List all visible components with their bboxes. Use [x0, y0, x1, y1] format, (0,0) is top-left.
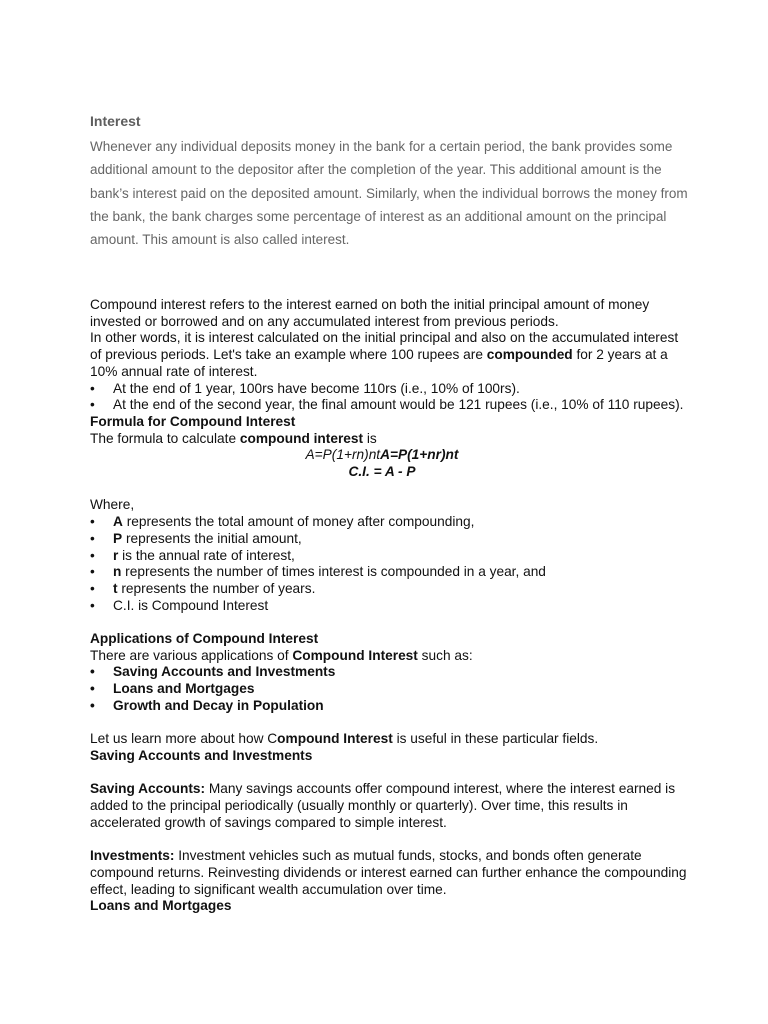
saving-investments-heading: Saving Accounts and Investments — [90, 747, 313, 763]
investments-text: Investment vehicles such as mutual funds, stocks, and bonds often generate compound returns. Reinvesting dividends or interest earned can further enhance the compounding effect, leading to significant wealth accumulation over time. — [90, 848, 687, 897]
investments-paragraph — [90, 848, 690, 898]
definition-term: n — [113, 564, 122, 580]
application-item: • Saving Accounts and Investments — [90, 664, 690, 681]
other-words-after: for 2 years at a 10% annual rate of interest. — [90, 347, 668, 379]
other-words-text: In other words, it is interest calculated on the initial principal and also on the accumulated interest of previous periods. Let's take an example where 100 rupees are — [90, 330, 679, 363]
formula-intro-text: The formula to calculate — [90, 430, 240, 446]
loans-mortgages-heading: Loans and Mortgages — [90, 898, 232, 914]
formula-intro-after: is — [363, 430, 377, 446]
definition-text: represents the total amount of money after compounding, — [122, 514, 475, 530]
compounded-bold: compounded — [486, 347, 573, 363]
definition-term: P — [113, 530, 123, 546]
definition-text: represents the number of times interest is compounded in a year, and — [121, 564, 546, 580]
interest-section — [90, 111, 690, 251]
application-item: • Loans and Mortgages — [90, 681, 690, 698]
other-words-paragraph — [90, 330, 690, 380]
learn-bold: ompound Interest — [277, 731, 393, 747]
applications-heading: Applications of Compound Interest — [90, 631, 319, 647]
applications-intro — [90, 648, 690, 665]
compound-interest-section — [90, 297, 690, 915]
formula-plain: A=P(1+rn)nt — [305, 447, 381, 463]
applications-intro-bold: Compound Interest — [292, 647, 418, 663]
formula-heading: Formula for Compound Interest — [90, 413, 296, 429]
definition-item — [90, 564, 690, 581]
definition-item — [90, 531, 690, 548]
saving-accounts-paragraph — [90, 781, 690, 831]
definition-text: is the annual rate of interest, — [118, 547, 295, 563]
learn-after: is useful in these particular fields. — [392, 731, 599, 747]
applications-intro-text: There are various applications of — [90, 647, 293, 663]
definition-item — [90, 514, 690, 531]
interest-paragraph: Whenever any individual deposits money in the bank for a certain period, the bank provides some additional amount to the depositor after the completion of the year. This additional amount is the bank’s interest paid on the deposited amount. Similarly, when the individual borrows the money from the bank, the bank charges some percentage of interest as an additional amount on the principal amount. This amount is also called interest. — [90, 139, 688, 248]
example-item-1: • At the end of 1 year, 100rs have become 110rs (i.e., 10% of 100rs). — [90, 381, 690, 398]
interest-heading: Interest — [90, 113, 141, 129]
formula-line-1 — [90, 447, 674, 464]
definition-term: r — [113, 547, 119, 563]
definition-term: A — [113, 514, 123, 530]
definition-item-ci: • C.I. is Compound Interest — [90, 598, 690, 615]
learn-text: Let us learn more about how C — [90, 731, 278, 747]
learn-more-line — [90, 731, 690, 748]
definition-item — [90, 581, 690, 598]
formula-bold: A=P(1+nr)nt — [380, 447, 459, 463]
definition-text: represents the number of years. — [117, 580, 316, 596]
example-item-2: • At the end of the second year, the final amount would be 121 rupees (i.e., 10% of 110 rupees). — [90, 397, 690, 414]
formula-intro — [90, 431, 690, 448]
definitions-list — [90, 514, 690, 614]
applications-list — [90, 664, 690, 714]
investments-label: Investments: — [90, 848, 175, 864]
where-label: Where, — [90, 497, 135, 513]
formula-line-2: C.I. = A - P — [348, 464, 416, 480]
compound-intro: Compound interest refers to the interest earned on both the initial principal amount of money invested or borrowed and on any accumulated interest from previous periods. — [90, 297, 650, 329]
definition-term: t — [113, 580, 118, 596]
application-item: • Growth and Decay in Population — [90, 698, 690, 715]
definition-item — [90, 548, 690, 565]
example-list — [90, 381, 690, 414]
definition-text: represents the initial amount, — [122, 530, 302, 546]
applications-intro-after: such as: — [417, 647, 473, 663]
saving-accounts-label: Saving Accounts: — [90, 781, 206, 797]
formula-intro-bold: compound interest — [239, 430, 364, 446]
saving-accounts-text: Many savings accounts offer compound interest, where the interest earned is added to the principal periodically (usually monthly or quarterly). Over time, this results in accelerated growth of savings compared to simple interest. — [90, 781, 676, 830]
